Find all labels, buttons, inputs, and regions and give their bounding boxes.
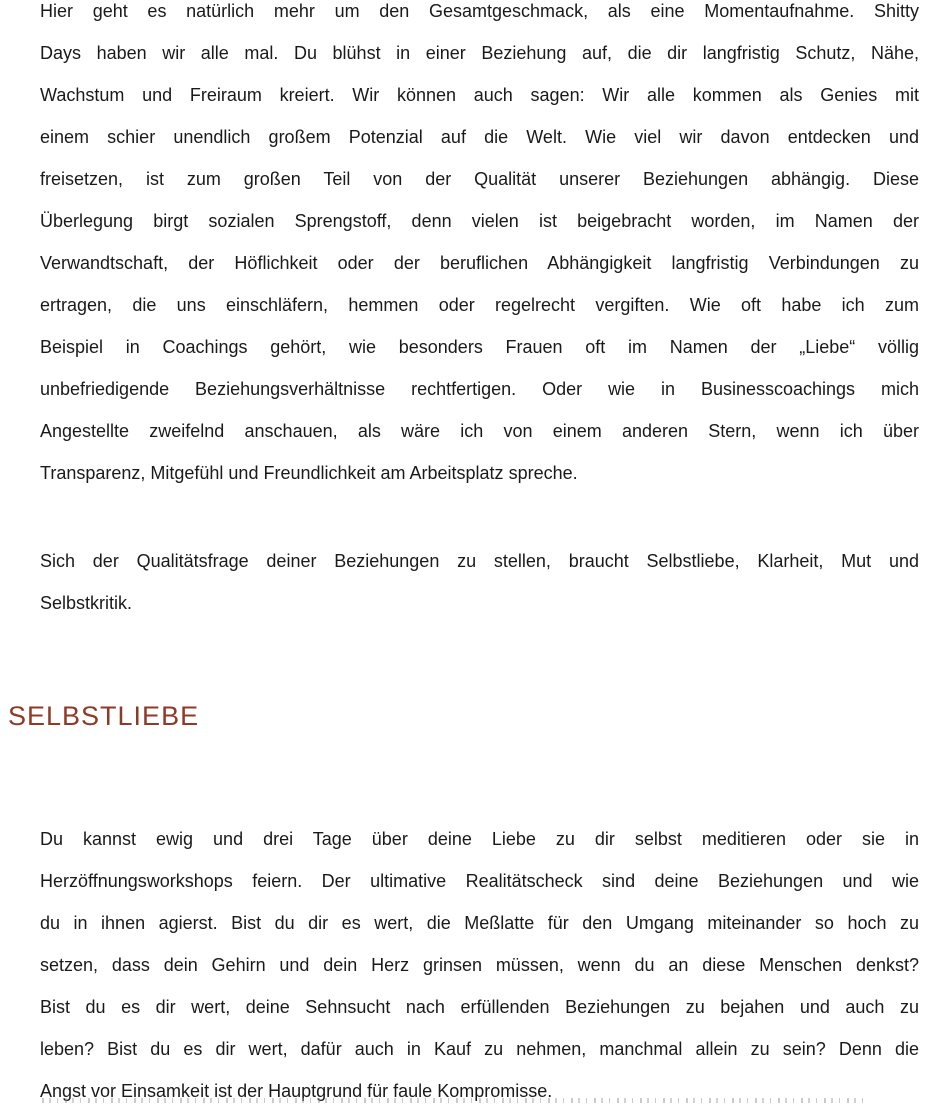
text-line: Hier geht es natürlich mehr um den Gesamtgeschmack, als eine Momentaufnahme. Shitty [40,1,919,21]
text-line: Beispiel in Coachings gehört, wie besonders Frauen oft im Namen der „Liebe“ völlig [40,337,919,357]
text-line: Angestellte zweifelnd anschauen, als wäre ich von einem anderen Stern, wenn ich über [40,421,919,441]
text-line: ertragen, die uns einschläfern, hemmen oder regelrecht vergiften. Wie oft habe ich zum [40,295,919,315]
text-line: Wachstum und Freiraum kreiert. Wir können auch sagen: Wir alle kommen als Genies mit [40,85,919,105]
text-line: unbefriedigende Beziehungsverhältnisse rechtfertigen. Oder wie in Businesscoachings mich [40,379,919,399]
text-line: Angst vor Einsamkeit ist der Hauptgrund für faule Kompromisse. [40,1081,553,1101]
text-line: Selbstkritik. [40,593,133,613]
cutoff-next-line-sliver [42,1098,868,1103]
text-line: Du kannst ewig und drei Tage über deine Liebe zu dir selbst meditieren oder sie in [40,829,919,849]
text-line: Days haben wir alle mal. Du blühst in einer Beziehung auf, die dir langfristig Schutz, Nähe, [40,43,919,63]
paragraph-2 [40,540,919,624]
text-line: Sich der Qualitätsfrage deiner Beziehungen zu stellen, braucht Selbstliebe, Klarheit, Mut und [40,551,919,571]
text-line: Herzöffnungsworkshops feiern. Der ultimative Realitätscheck sind deine Beziehungen und wie [40,871,919,891]
text-line: Verwandtschaft, der Höflichkeit oder der beruflichen Abhängigkeit langfristig Verbindungen zu [40,253,919,273]
text-line: freisetzen, ist zum großen Teil von der Qualität unserer Beziehungen abhängig. Diese [40,169,919,189]
text-line: einem schier unendlich großem Potenzial auf die Welt. Wie viel wir davon entdecken und [40,127,919,147]
text-line: Transparenz, Mitgefühl und Freundlichkeit am Arbeitsplatz spreche. [40,463,578,483]
text-line: du in ihnen agierst. Bist du dir es wert, die Meßlatte für den Umgang miteinander so hoch zu [40,913,919,933]
paragraph-3 [40,818,919,1112]
text-line: Überlegung birgt sozialen Sprengstoff, denn vielen ist beigebracht worden, im Namen der [40,211,919,231]
text-line: leben? Bist du es dir wert, dafür auch in Kauf zu nehmen, manchmal allein zu sein? Denn die [40,1039,919,1059]
text-line: Bist du es dir wert, deine Sehnsucht nach erfüllenden Beziehungen zu bejahen und auch zu [40,997,919,1017]
text-line: setzen, dass dein Gehirn und dein Herz grinsen müssen, wenn du an diese Menschen denkst? [40,955,919,975]
paragraph-1 [40,0,919,494]
section-heading: SELBSTLIEBE [8,701,200,731]
